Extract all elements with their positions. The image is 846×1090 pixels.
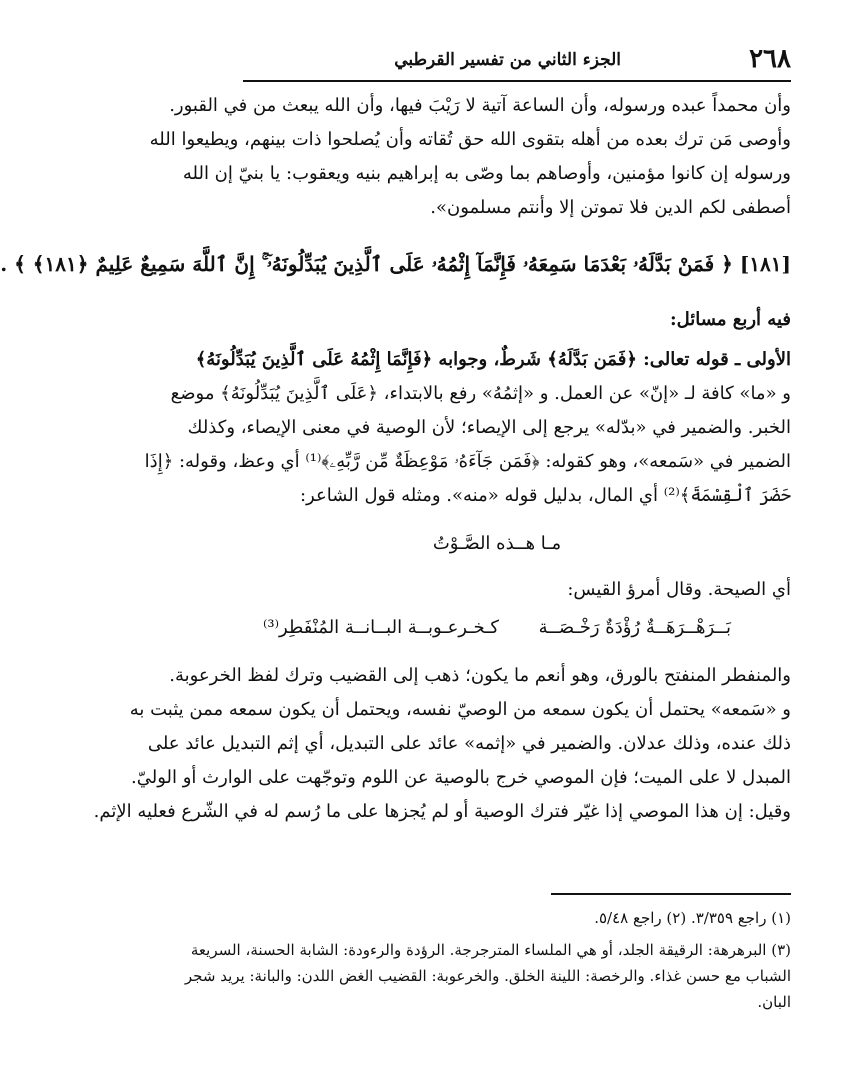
text-line: أصطفى لكم الدين فلا تموتن إلا وأنتم مسلمون». (430, 197, 791, 218)
text-line: الأولى ـ قوله تعالى: ﴿فَمَن بَدَّلَهُ﴾ شَرطٌ، وجوابه ﴿فَإِنَّمَا إِثْمُهُ عَلَى ٱلَّذِينَ يُبَدِّلُونَهُ﴾ (195, 349, 791, 370)
running-title: الجزء الثاني من تفسير القرطبي (394, 50, 621, 70)
text-line: و «ما» كافة لـ «إنّ» عن العمل. و «إثمُهُ» رفع بالابتداء، ﴿عَلَى ٱلَّذِينَ يُبَدِّلُونَهُ﴾ موضع (170, 383, 791, 404)
text-line: أي الصيحة. وقال أمرؤ القيس: (567, 579, 791, 600)
text-line: الخبر. والضمير في «بدّله» يرجع إلى الإيصاء؛ لأن الوصية في معنى الإيصاء، وكذلك (187, 417, 791, 438)
text-line: والمنفطر المنفتح بالورق، وهو أنعم ما يكون؛ ذهب إلى القضيب وترك لفظ الخرعوبة. (169, 665, 791, 686)
text-line: و «سَمعه» يحتمل أن يكون سمعه من الوصيّ نفسه، ويحتمل أن يكون سمعه ممن يثبت به (129, 699, 791, 720)
footnote-line: الشباب مع حسن غذاء. والرخصة: اللينة الخلق. والخرعوبة: القضيب الغض اللدن: والبانة: يريد شجر (184, 967, 791, 985)
text-line: الضمير في «سَمعه»، وهو كقوله: ﴿فَمَن جَآءَهُۥ مَوْعِظَةٌ مِّن رَّبِّهِۦ﴾⁽¹⁾ أي وعظ، وقوله: ﴿إِذَا (144, 451, 791, 472)
verse-number: [١٨١] (739, 252, 791, 276)
poem-hemistich-left: كـخـرعـوبــة البــانــة المُنْفَطِر⁽³⁾ (263, 617, 499, 638)
text-line: ذلك عنده، وذلك عدلان. والضمير في «إثمه» عائد على التبديل، أي إثم التبديل عائد على (147, 733, 791, 754)
text-line: ورسوله إن كانوا مؤمنين، وأوصاهم بما وصّى به إبراهيم بنيه ويعقوب: يا بنيّ إن الله (182, 163, 791, 184)
text-line: وأن محمداً عبده ورسوله، وأن الساعة آتية لا رَيْبَ فيها، وأن الله يبعث من في القبور. (169, 95, 791, 116)
footnote-refs: (١) راجع ٣/٣٥٩. (٢) راجع ٥/٤٨. (594, 909, 791, 927)
verse-text: ﴿ فَمَنْ بَدَّلَهُۥ بَعْدَمَا سَمِعَهُۥ فَإِنَّمَآ إِثْمُهُۥ عَلَى ٱلَّذِينَ يُبَدِّلُونَهُۥٓ ۚ إِنَّ ٱللَّهَ سَمِيعٌ عَلِيمٌ ﴿١٨١﴾ ﴾ . (0, 252, 733, 276)
text-line: المبدل لا على الميت؛ فإن الموصي خرج بالوصية عن اللوم وتوجّهت على الوارث أو الوليّ. (131, 767, 791, 788)
text-line: وأوصى مَن ترك بعده من أهله بتقوى الله حق تُقاته وأن يُصلحوا ذات بينهم، ويطيعوا الله (149, 129, 791, 150)
text-line: وقيل: إن هذا الموصي إذا غيّر فترك الوصية أو لم يُجزها على ما رُسم له في الشّرع فعليه الإثم. (93, 801, 791, 822)
poem-verse: مـا هــذه الصَّـوْتُ (432, 533, 562, 554)
section-intro: فيه أربع مسائل: (670, 309, 791, 330)
text-line: حَضَرَ ٱلْقِسْمَةَ﴾⁽²⁾ أي المال، بدليل قوله «منه». ومثله قول الشاعر: (299, 485, 791, 506)
footnote-line: (٣) البرهرهة: الرقيقة الجلد، أو هي الملساء المترجرجة. الرؤدة والرءودة: الشابة الحسنة، السريعة (190, 941, 791, 959)
verse-line (0, 248, 791, 280)
page-number: ٢٦٨ (749, 44, 791, 74)
poem-verse-couplet (203, 612, 791, 644)
poem-hemistich-right: بَــرَهْــرَهَــةٌ رُؤْدَةٌ رَخْـصَــة (538, 617, 731, 638)
page-header (243, 40, 791, 82)
footnote-line: البان. (757, 993, 791, 1011)
footnote-divider (551, 893, 791, 895)
